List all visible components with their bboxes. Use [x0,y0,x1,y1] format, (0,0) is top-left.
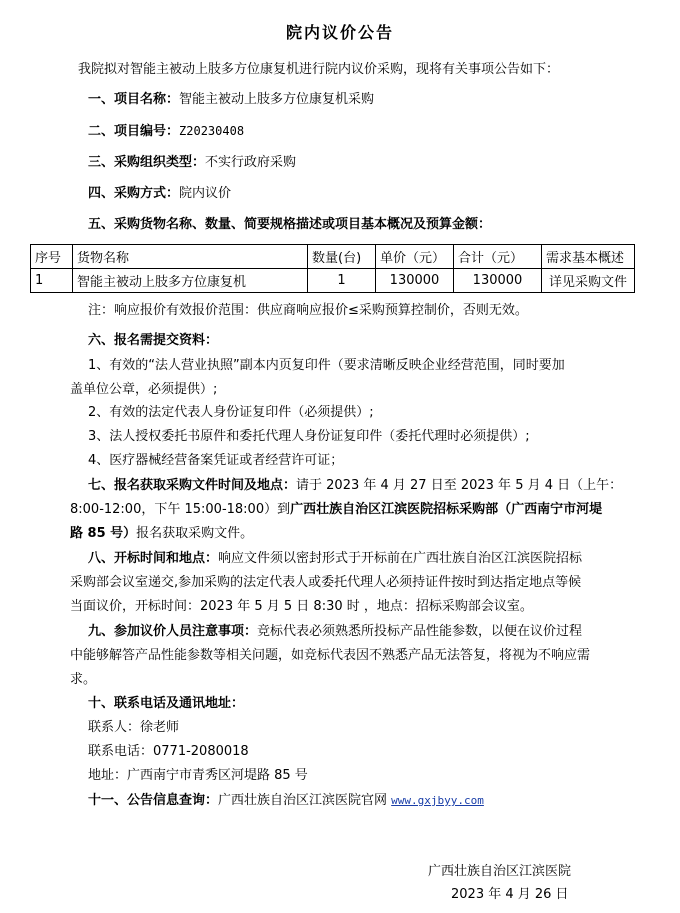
section-4 [88,184,231,204]
table-header: 单价（元） [376,245,454,269]
requirement-item: 1、有效的“法人营业执照”副本内页复印件（要求清晰反映企业经营范围，同时要加 [88,358,565,373]
signature-org: 广西壮族自治区江滨医院 [428,864,572,879]
signature-date: 2023 年 4 月 26 日 [451,887,569,902]
table-header: 需求基本概述 [542,245,635,269]
table-cell: 130000 [376,269,454,293]
contact-person: 联系人：徐老师 [88,720,180,735]
section-10-label: 十、联系电话及通讯地址： [88,696,245,711]
price-note: 注：响应报价有效报价范围：供应商响应报价≤采购预算控制价，否则无效。 [88,303,528,318]
project-name: 智能主被动上肢多方位康复机采购 [179,92,375,107]
registration-address: 路 85 号） [70,526,137,541]
table-row [31,269,635,293]
table-header: 货物名称 [73,245,308,269]
table-cell: 1 [308,269,376,293]
section-7 [88,476,622,496]
purchase-method: 院内议价 [179,186,232,201]
registration-hours: 8:00-12:00，下午 15:00-18:00）到 [70,502,291,517]
intro-text: 我院拟对智能主被动上肢多方位康复机进行院内议价采购，现将有关事项公告如下： [78,62,560,77]
section-4-label: 四、采购方式： [88,186,180,201]
section-7-label: 七、报名获取采购文件时间及地点： [88,478,297,493]
table-header: 合计（元） [454,245,542,269]
table-cell: 智能主被动上肢多方位康复机 [73,269,308,293]
section-9-line-3: 求。 [70,672,97,687]
section-9 [88,622,582,642]
official-site-link[interactable]: www.gxjbyy.com [391,794,484,807]
table-cell: 详见采购文件 [542,269,635,293]
section-7-line-3 [70,524,253,544]
section-8-line-2: 采购部会议室递交,参加采购的法定代表人或委托代理人必须持证件按时到达指定地点等候 [70,575,582,590]
section-3 [88,153,296,173]
goods-table [30,244,635,293]
project-number: Z20230408 [179,124,245,138]
section-11 [88,791,484,811]
table-cell: 130000 [454,269,542,293]
section-9-label: 九、参加议价人员注意事项： [88,624,258,639]
requirement-item: 4、医疗器械经营备案凭证或者经营许可证； [88,453,344,468]
section-9-text: 竞标代表必须熟悉所投标产品性能参数，以便在议价过程 [257,624,583,639]
requirement-item: 盖单位公章，必须提供）; [70,382,218,397]
section-6-label: 六、报名需提交资料： [88,333,219,348]
table-header-row [31,245,635,269]
org-type: 不实行政府采购 [205,155,297,170]
section-8-text: 响应文件须以密封形式于开标前在广西壮族自治区江滨医院招标 [218,551,583,566]
section-1 [88,90,374,110]
requirement-item: 2、有效的法定代表人身份证复印件（必须提供）; [88,405,374,420]
section-7-line-2 [70,500,602,520]
section-3-label: 三、采购组织类型： [88,155,206,170]
page-title: 院内议价公告 [285,23,394,42]
section-1-label: 一、项目名称： [88,92,180,107]
registration-location: 广西壮族自治区江滨医院招标采购部（广西南宁市河堤 [290,502,603,517]
section-2 [88,121,244,142]
section-8 [88,549,582,569]
section-2-label: 二、项目编号： [88,124,180,139]
official-site-name: 广西壮族自治区江滨医院官网 [218,793,388,808]
table-header: 序号 [31,245,73,269]
table-header: 数量(台) [308,245,376,269]
section-8-line-3: 当面议价，开标时间：2023 年 5 月 5 日 8:30 时 ，地点：招标采购部会议室。 [70,599,533,614]
section-9-line-2: 中能够解答产品性能参数等相关问题，如竞标代表因不熟悉产品无法答复，将视为不响应需 [70,648,591,663]
requirement-item: 3、法人授权委托书原件和委托代理人身份证复印件（委托代理时必须提供）; [88,429,530,444]
section-7-text: 请于 2023 年 4 月 27 日至 2023 年 5 月 4 日（上午： [296,478,623,493]
contact-address: 地址：广西南宁市青秀区河堤路 85 号 [88,768,308,783]
section-11-label: 十一、公告信息查询： [88,793,219,808]
section-5-label: 五、采购货物名称、数量、简要规格描述或项目基本概况及预算金额： [88,217,492,232]
contact-phone: 联系电话：0771-2080018 [88,744,249,759]
section-8-label: 八、开标时间和地点： [88,551,219,566]
registration-tail: 报名获取采购文件。 [136,526,254,541]
table-cell: 1 [31,269,73,293]
